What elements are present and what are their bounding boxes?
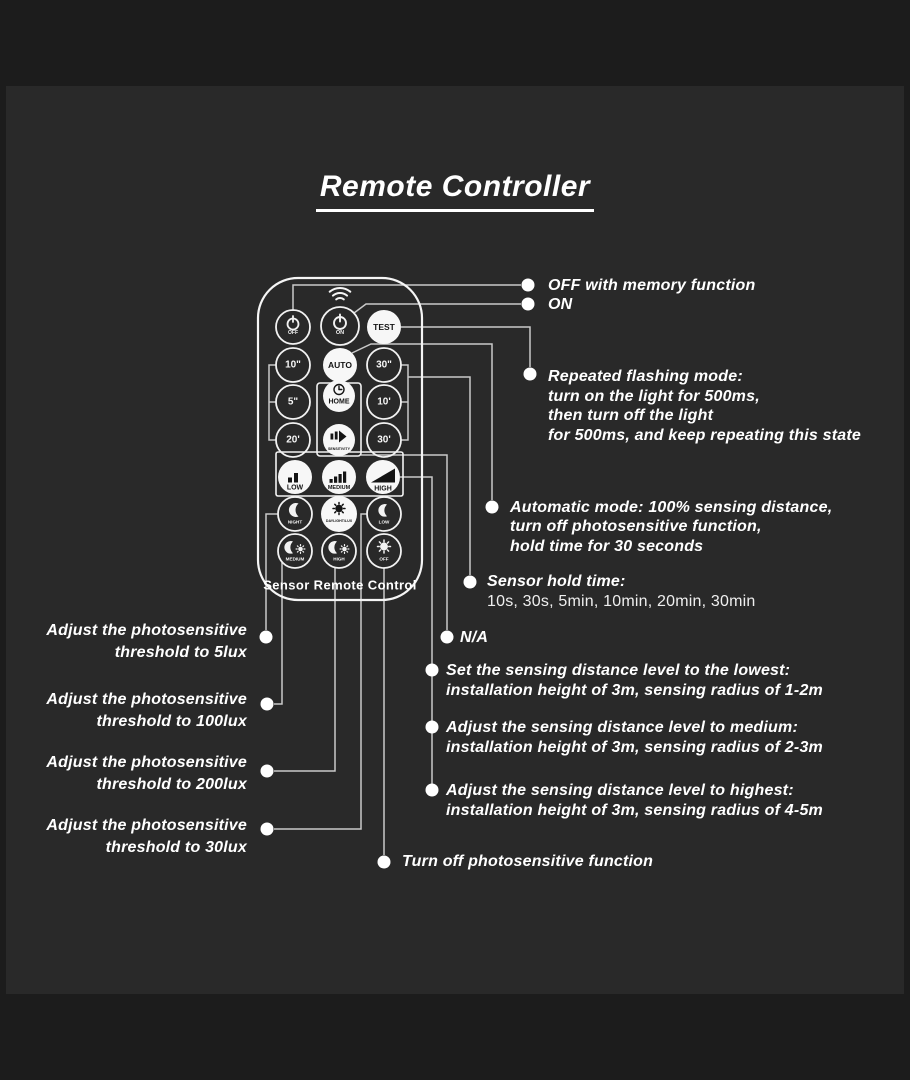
annotation-na: N/A [460, 629, 489, 646]
on-button-label: ON [335, 329, 345, 336]
remote-footer-label: Sensor Remote Control [263, 577, 417, 593]
time-10m-label: 10' [377, 396, 391, 408]
annotation-distance-lowest: Set the sensing distance level to the lowest: installation height of 3m, sensing radius of 1-2m [446, 662, 823, 699]
lux-high-button [322, 534, 356, 568]
night-moon-icon [289, 503, 299, 517]
annotation-lux100: Adjust the photosensitive threshold to 100lux [46, 691, 247, 730]
annotation-flashing: Repeated flashing mode: turn on the light for 500ms, then turn off the light for 500ms, and keep repeating this state [548, 368, 861, 445]
distance-medium-label: MEDIUM [327, 485, 351, 491]
lux-high-moon-sun-icon [328, 541, 349, 554]
test-button-label: TEST [373, 322, 395, 332]
lux-low-button-label: LOW [378, 519, 390, 524]
daylight-button-label: DAYLIGHT/LUX [325, 519, 353, 523]
lux-low-moon-icon [378, 504, 387, 517]
annotation-sensor-hold: Sensor hold time: 10s, 30s, 5min, 10min, 20min, 30min [487, 573, 756, 610]
lux-off-sun-icon [378, 540, 391, 553]
annotation-on: ON [548, 296, 573, 313]
time-5-label: 5" [287, 396, 299, 408]
time-10s-label: 10" [285, 359, 301, 371]
lux-medium-button-label: MEDIUM [285, 556, 305, 561]
time-20m-label: 20' [286, 434, 300, 446]
annotation-turn-off-photo: Turn off photosensitive function [402, 853, 654, 870]
annotation-lux30: Adjust the photosensitive threshold to 30lux [46, 817, 247, 856]
lux-high-button-label: HIGH [333, 556, 345, 561]
on-button [321, 307, 359, 345]
wifi-waves-icon [330, 288, 351, 299]
daylight-sun-icon [333, 503, 345, 515]
sensitivity-button-label: SENSITIVITY [328, 446, 350, 451]
lux-medium-button [278, 534, 312, 568]
time-30m-label: 30' [377, 434, 391, 446]
home-button-label: HOME [328, 398, 350, 405]
distance-low-label: LOW [286, 484, 304, 491]
lux-medium-moon-sun-icon [284, 541, 305, 554]
annotation-distance-medium: Adjust the sensing distance level to medium: installation height of 3m, sensing radius of 2-3m [446, 719, 823, 756]
annotation-automatic: Automatic mode: 100% sensing distance, turn off photosensitive function, hold time for 30 seconds [510, 499, 833, 555]
power-off-icon [288, 316, 299, 330]
annotation-distance-highest: Adjust the sensing distance level to highest: installation height of 3m, sensing radius of 4-5m [446, 782, 823, 819]
auto-button-label: AUTO [328, 360, 352, 370]
annotation-off-memory: OFF with memory function [548, 277, 756, 294]
lux-off-button-label: OFF [379, 556, 389, 561]
connector-lines [266, 285, 530, 855]
power-on-icon [334, 315, 346, 330]
distance-high-label: HIGH [374, 485, 392, 493]
time-30s-label: 30" [376, 359, 392, 371]
annotation-lux200: Adjust the photosensitive threshold to 200lux [46, 754, 247, 793]
off-button-label: OFF [288, 330, 298, 336]
annotation-lux5: Adjust the photosensitive threshold to 5lux [46, 622, 247, 661]
page-title: Remote Controller [316, 170, 594, 212]
night-button-label: NIGHT [287, 519, 303, 524]
